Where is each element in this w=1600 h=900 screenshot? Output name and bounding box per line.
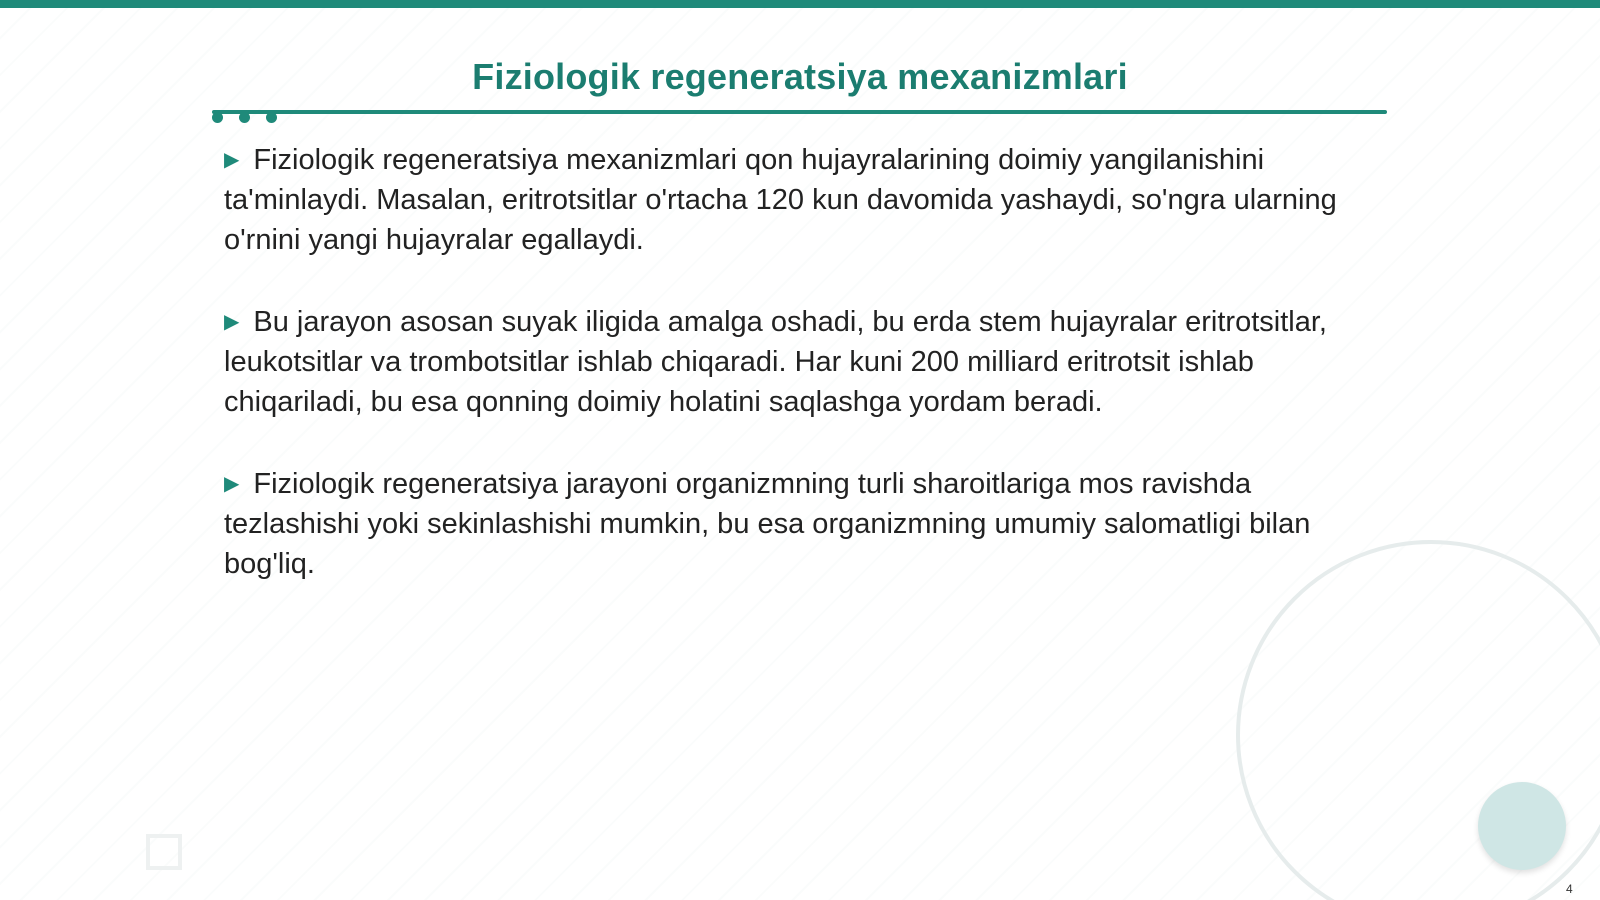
bullet-item <box>224 140 1374 260</box>
bullet-item <box>224 302 1374 422</box>
title-underline <box>212 110 1387 114</box>
bullet-list <box>224 140 1374 626</box>
decorative-circle <box>1478 782 1566 870</box>
dot-decoration <box>266 112 277 123</box>
dot-decoration <box>212 112 223 123</box>
slide-title: Fiziologik regeneratsiya mexanizmlari <box>472 56 1128 97</box>
bullet-text: Bu jarayon asosan suyak iligida amalga oshadi, bu erda stem hujayralar eritrotsitlar, leukotsitlar va trombotsitlar ishlab chiqaradi. Har kuni 200 milliard eritrotsit ishlab chiqariladi, bu esa qonning doimiy holatini saqlashga yordam beradi. <box>224 306 1327 418</box>
dot-decoration <box>239 112 250 123</box>
decorative-square <box>146 834 182 870</box>
bullet-text: Fiziologik regeneratsiya jarayoni organizmning turli sharoitlariga mos ravishda tezlashishi yoki sekinlashishi mumkin, bu esa organizmning umumiy salomatligi bilan bog'liq. <box>224 468 1311 580</box>
bullet-text: Fiziologik regeneratsiya mexanizmlari qon hujayralarining doimiy yangilanishini ta'minlaydi. Masalan, eritrotsitlar o'rtacha 120 kun davomida yashaydi, so'ngra ularning o'rnini yangi hujayralar egallaydi. <box>224 144 1337 256</box>
title-dots <box>212 112 277 124</box>
bullet-item <box>224 464 1374 584</box>
top-accent-bar <box>0 0 1600 8</box>
triangle-bullet-icon: ▶ <box>224 149 240 171</box>
triangle-bullet-icon: ▶ <box>224 311 240 333</box>
page-number: 4 <box>1566 882 1573 896</box>
triangle-bullet-icon: ▶ <box>224 473 240 495</box>
